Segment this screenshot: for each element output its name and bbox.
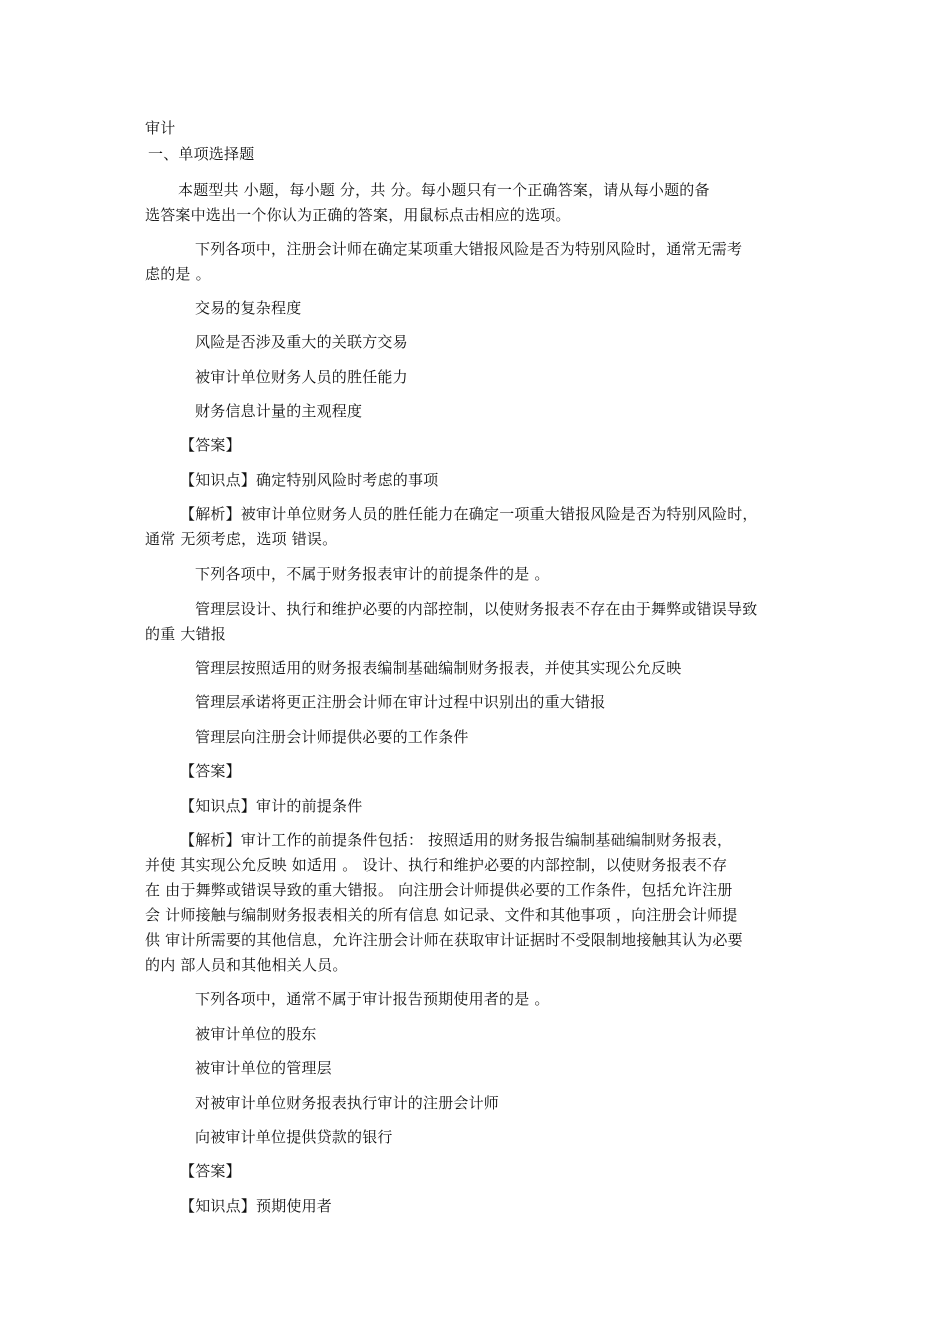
q2-analysis-line-6: 的内 部人员和其他相关人员。: [145, 956, 348, 974]
q3-option-a[interactable]: 被审计单位的股东: [195, 1025, 317, 1043]
q3-option-b[interactable]: 被审计单位的管理层: [195, 1059, 332, 1077]
instructions-line-1: 本题型共 小题，每小题 分，共 分。每小题只有一个正确答案，请从每小题的备: [178, 181, 710, 199]
q2-analysis-line-4: 会 计师接触与编制财务报表相关的所有信息 如记录、文件和其他事项 ，向注册会计师提: [145, 906, 738, 924]
q1-analysis-line-2: 通常 无须考虑，选项 错误。: [145, 530, 338, 548]
q1-option-b[interactable]: 风险是否涉及重大的关联方交易: [195, 333, 408, 351]
q3-stem: 下列各项中，通常不属于审计报告预期使用者的是 。: [195, 990, 550, 1008]
q1-option-d[interactable]: 财务信息计量的主观程度: [195, 402, 363, 420]
q1-analysis-line-1: 【解析】被审计单位财务人员的胜任能力在确定一项重大错报风险是否为特别风险时，: [180, 505, 758, 523]
q3-option-c[interactable]: 对被审计单位财务报表执行审计的注册会计师: [195, 1094, 500, 1112]
q3-knowledge-point: 【知识点】预期使用者: [180, 1197, 333, 1215]
q2-option-c[interactable]: 管理层承诺将更正注册会计师在审计过程中识别出的重大错报: [195, 693, 606, 711]
q2-option-a[interactable]: 管理层设计、执行和维护必要的内部控制，以使财务报表不存在由于舞弊或错误导致: [195, 600, 758, 618]
q2-knowledge-point: 【知识点】审计的前提条件: [180, 797, 363, 815]
q2-option-b[interactable]: 管理层按照适用的财务报表编制基础编制财务报表，并使其实现公允反映: [195, 659, 682, 677]
q2-analysis-line-3: 在 由于舞弊或错误导致的重大错报。 向注册会计师提供必要的工作条件，包括允许注册: [145, 881, 733, 899]
section-heading: 一、单项选择题: [148, 145, 255, 163]
q3-answer-label: 【答案】: [180, 1162, 241, 1180]
q1-answer-label: 【答案】: [180, 436, 241, 454]
document-title: 审计: [145, 119, 176, 137]
q3-option-d[interactable]: 向被审计单位提供贷款的银行: [195, 1128, 393, 1146]
q1-stem-line-2: 虑的是 。: [145, 265, 211, 283]
q2-stem: 下列各项中，不属于财务报表审计的前提条件的是 。: [195, 565, 550, 583]
q2-option-d[interactable]: 管理层向注册会计师提供必要的工作条件: [195, 728, 469, 746]
q1-stem-line-1: 下列各项中，注册会计师在确定某项重大错报风险是否为特别风险时，通常无需考: [195, 240, 743, 258]
instructions-line-2: 选答案中选出一个你认为正确的答案，用鼠标点击相应的选项。: [145, 206, 571, 224]
q2-answer-label: 【答案】: [180, 762, 241, 780]
q1-knowledge-point: 【知识点】确定特别风险时考虑的事项: [180, 471, 439, 489]
q1-option-c[interactable]: 被审计单位财务人员的胜任能力: [195, 368, 408, 386]
q2-analysis-line-5: 供 审计所需要的其他信息，允许注册会计师在获取审计证据时不受限制地接触其认为必要: [145, 931, 743, 949]
q2-option-a-continuation: 的重 大错报: [145, 625, 226, 643]
q2-analysis-line-1: 【解析】审计工作的前提条件包括： 按照适用的财务报告编制基础编制财务报表，: [180, 831, 733, 849]
q2-analysis-line-2: 并使 其实现公允反映 如适用 。 设计、执行和维护必要的内部控制，以使财务报表不存: [145, 856, 728, 874]
q1-option-a[interactable]: 交易的复杂程度: [195, 299, 302, 317]
